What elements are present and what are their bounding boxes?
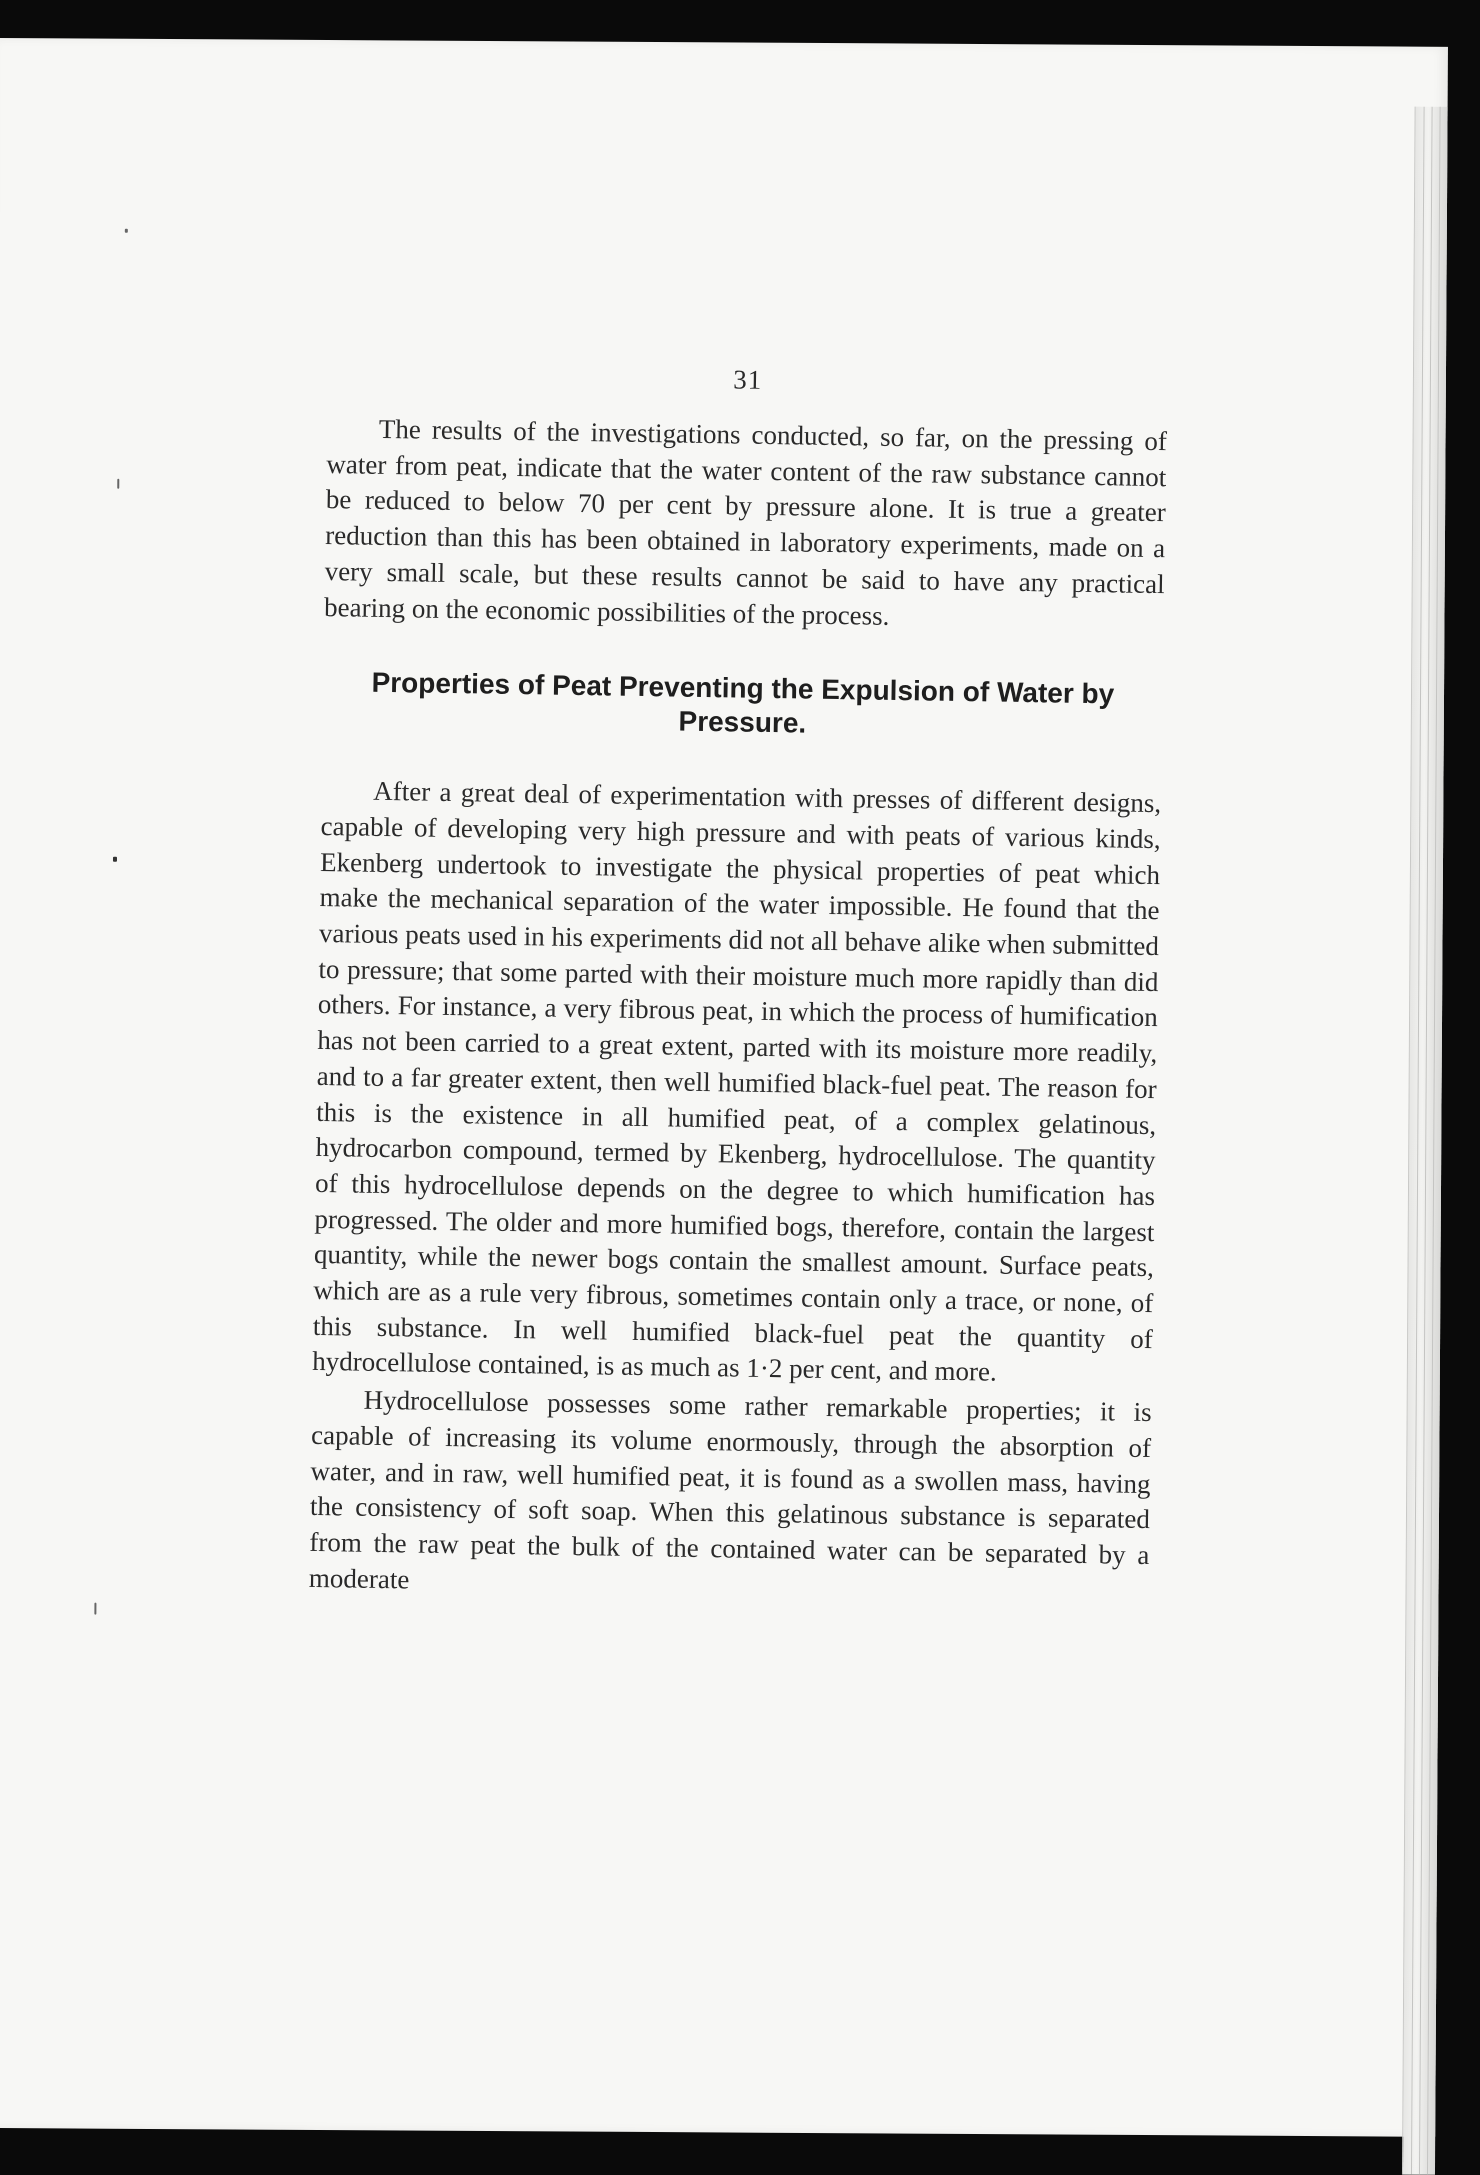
page-number: 31: [733, 364, 763, 395]
paragraph-3: Hydrocellulose possesses some rather remarkable properties; it is capable of increasing its volume enormously, through the absorption of water, and in raw, well humified peat, it is found as a swollen mass, having the consistency of soft soap. When this gelatinous substance is separated from the raw peat the bulk of the contained water can be separated by a moderate: [308, 1384, 1152, 1595]
paragraph-2: After a great deal of experimentation with presses of different designs, capable of developing very high pressure and with peats of various kinds, Ekenberg undertook to investigate the physical properties of peat which make the mechanical separation of the water impossible. He found that the various peats used in his experiments did not all behave alike when submitted to pressure; that some parted with their moisture much more rapidly than did others. For instance, a very fibrous peat, in which the process of humification has not been carried to a great extent, parted with its moisture more readily, and to a far greater extent, then well humified black-fuel peat. The reason for this is the existence in all humified peat, of a complex gelatinous, hydrocarbon compound, termed by Ekenberg, hydrocellulose. The quantity of this hydrocellulose depends on the degree to which humification has progressed. The older and more humified bogs, therefore, contain the largest quantity, while the newer bogs contain the smallest amount. Surface peats, which are as a rule very fibrous, sometimes contain only a trace, or none, of this substance. In well humified black-fuel peat the quantity of hydrocellulose contained, is as much as 1·2 per cent, and more.: [312, 775, 1162, 1388]
page-sheet: [0, 38, 1448, 2137]
text-block: [309, 358, 1168, 1609]
margin-speck: [117, 479, 119, 489]
margin-speck: [113, 857, 117, 862]
section-heading: Properties of Peat Preventing the Expulsion of Water by Pressure.: [371, 666, 1115, 739]
margin-speck: [125, 229, 128, 233]
page-edge: [1402, 107, 1448, 2175]
margin-speck: [94, 1603, 96, 1615]
paragraph-1: The results of the investigations conducted, so far, on the pressing of water from peat, indicate that the water content of the raw substance cannot be reduced to below 70 per cent by pressure alone. It is true a greater reduction than this has been obtained in laboratory experiments, made on a very small scale, but these results cannot be said to have any practical bearing on the economic possibilities of the process.: [323, 413, 1168, 631]
